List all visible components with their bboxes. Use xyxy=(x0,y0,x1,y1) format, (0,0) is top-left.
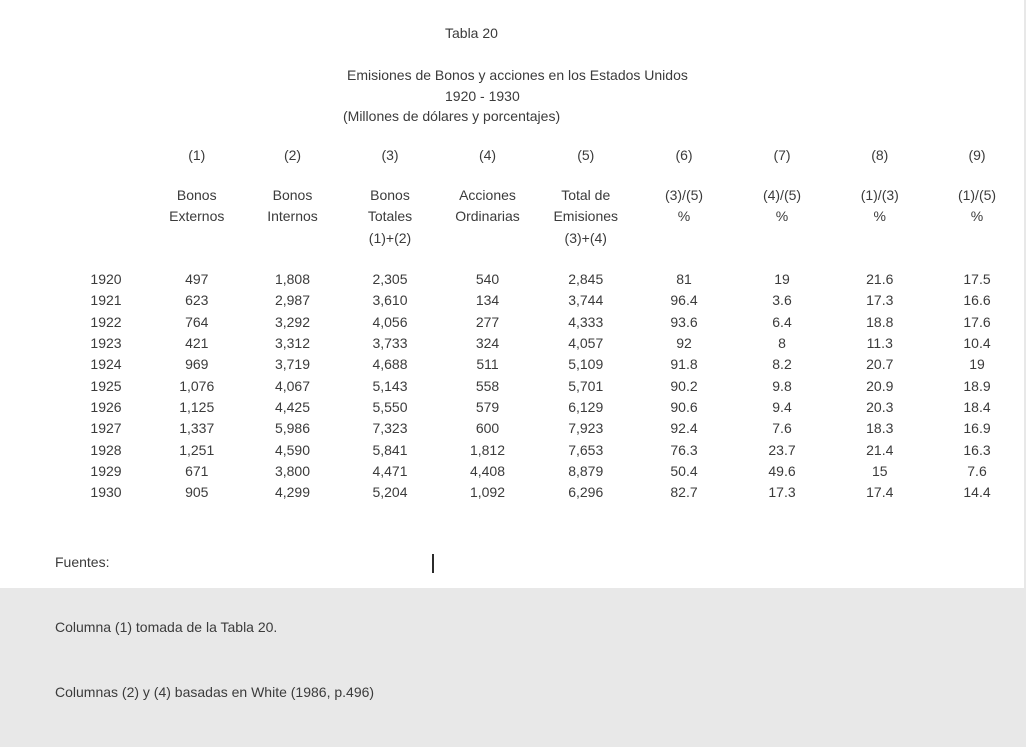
value-cell: 5,143 xyxy=(372,377,408,394)
value-cell: 4,067 xyxy=(274,377,311,394)
value-cell: 905 xyxy=(185,484,209,501)
value-cell: 6,296 xyxy=(568,484,604,501)
value-cell: 4,590 xyxy=(274,441,311,458)
column-header-line: % xyxy=(970,208,984,225)
value-cell: 9.4 xyxy=(772,399,792,416)
column-header-line: (3)+(4) xyxy=(564,229,607,246)
value-cell: 92.4 xyxy=(670,420,698,437)
column-header-line: (3)/(5) xyxy=(664,187,704,203)
value-cell: 558 xyxy=(475,377,500,394)
value-cell: 91.8 xyxy=(670,356,698,373)
column-number: (1) xyxy=(188,147,206,163)
value-cell: 81 xyxy=(676,271,692,287)
column-header xyxy=(244,185,342,249)
column-header-line: Acciones xyxy=(459,187,516,203)
value-cell: 20.9 xyxy=(866,377,894,394)
footnote-line: Columnas (2) y (4) basadas en White (1986, p.496) xyxy=(55,683,375,700)
value-cell: 3,719 xyxy=(274,356,311,373)
column-header-line: % xyxy=(775,208,789,225)
year-cell: 1923 xyxy=(90,335,122,352)
year-cell: 1929 xyxy=(90,463,122,480)
value-cell: 3,312 xyxy=(274,335,311,352)
value-cell: 7.6 xyxy=(967,463,987,480)
value-cell: 20.3 xyxy=(866,399,894,416)
value-cell: 4,056 xyxy=(372,313,408,330)
column-header-line: Ordinarias xyxy=(455,208,520,225)
value-cell: 20.7 xyxy=(866,356,894,373)
value-cell: 5,204 xyxy=(372,484,408,501)
value-cell: 17.3 xyxy=(768,484,796,501)
value-cell: 16.9 xyxy=(963,420,991,437)
value-cell: 16.3 xyxy=(963,441,991,458)
value-cell: 49.6 xyxy=(768,463,796,480)
value-cell: 19 xyxy=(969,356,985,373)
footnotes-label: Fuentes: xyxy=(55,554,110,571)
value-cell: 4,333 xyxy=(568,313,604,330)
value-cell: 6.4 xyxy=(772,313,792,330)
column-number: (8) xyxy=(871,147,889,163)
column-header-line: (4)/(5) xyxy=(762,187,802,203)
value-cell: 600 xyxy=(475,420,500,437)
value-cell: 18.3 xyxy=(866,420,894,437)
value-cell: 579 xyxy=(475,399,500,416)
column-number: (4) xyxy=(478,147,497,163)
value-cell: 511 xyxy=(476,356,499,373)
column-header-line: Bonos xyxy=(272,187,313,203)
column-header-line: Bonos xyxy=(370,187,410,203)
value-cell: 7.6 xyxy=(772,420,792,437)
value-cell: 623 xyxy=(185,292,209,309)
footnotes xyxy=(55,509,374,747)
value-cell: 7,923 xyxy=(568,420,604,437)
value-cell: 3,733 xyxy=(372,335,408,352)
value-cell: 14.4 xyxy=(963,484,991,501)
value-cell: 5,701 xyxy=(568,377,604,394)
year-cell: 1920 xyxy=(90,271,122,287)
column-headers-row xyxy=(62,185,1026,249)
year-cell: 1922 xyxy=(90,313,122,330)
value-cell: 7,653 xyxy=(568,441,604,458)
column-number: (9) xyxy=(968,147,986,163)
column-number: (3) xyxy=(381,147,399,163)
value-cell: 90.2 xyxy=(670,377,698,394)
value-cell: 540 xyxy=(475,271,500,287)
value-cell: 18.9 xyxy=(963,377,991,394)
value-cell: 764 xyxy=(185,313,209,330)
value-cell: 5,109 xyxy=(568,356,604,373)
value-cell: 7,323 xyxy=(372,420,408,437)
value-cell: 93.6 xyxy=(670,313,698,330)
value-cell: 969 xyxy=(185,356,209,373)
value-cell: 4,471 xyxy=(372,463,408,480)
value-cell: 4,057 xyxy=(568,335,604,352)
document-title: Emisiones de Bonos y acciones en los Estados Unidos xyxy=(347,67,688,83)
year-cell: 1921 xyxy=(90,292,122,309)
value-cell: 17.3 xyxy=(866,292,894,309)
value-cell: 90.6 xyxy=(670,399,698,416)
column-header-line: Total de xyxy=(561,187,611,203)
value-cell: 18.4 xyxy=(963,399,991,416)
value-cell: 11.3 xyxy=(866,335,893,352)
column-header xyxy=(537,185,636,249)
value-cell: 76.3 xyxy=(670,441,698,458)
text-cursor xyxy=(432,554,434,573)
value-cell: 4,425 xyxy=(274,399,311,416)
column-header-line: Emisiones xyxy=(553,208,619,225)
value-cell: 16.6 xyxy=(963,292,991,309)
value-cell: 277 xyxy=(475,313,500,330)
value-cell: 1,808 xyxy=(274,271,311,287)
value-cell: 421 xyxy=(185,335,209,352)
column-header-line: (1)+(2) xyxy=(368,229,412,246)
value-cell: 18.8 xyxy=(866,313,894,330)
column-numbers-row xyxy=(62,145,1026,166)
year-column-spacer xyxy=(62,145,150,166)
value-cell: 3,610 xyxy=(372,292,408,309)
value-cell: 324 xyxy=(475,335,500,352)
value-cell: 10.4 xyxy=(963,335,991,352)
value-cell: 1,076 xyxy=(179,377,215,394)
column-header-line: (1)/(5) xyxy=(957,187,997,203)
value-cell: 8 xyxy=(778,335,786,352)
column-header-line: (1)/(3) xyxy=(860,187,899,203)
value-cell: 3,744 xyxy=(568,292,604,309)
year-column-spacer xyxy=(62,185,150,249)
value-cell: 6,129 xyxy=(568,399,604,416)
value-cell: 671 xyxy=(185,463,209,480)
value-cell: 8.2 xyxy=(772,356,792,373)
year-cell: 1928 xyxy=(90,441,122,458)
value-cell: 23.7 xyxy=(768,441,796,458)
value-cell: 17.6 xyxy=(963,313,991,330)
column-number: (5) xyxy=(577,147,595,163)
column-header xyxy=(635,185,733,249)
year-cell: 1926 xyxy=(90,399,122,416)
column-header xyxy=(929,185,1026,249)
column-header-line: % xyxy=(873,208,886,225)
value-cell: 19 xyxy=(774,271,790,287)
value-cell: 92 xyxy=(676,335,692,352)
table-body xyxy=(62,269,1026,504)
year-cell: 1927 xyxy=(90,420,122,437)
year-cell: 1930 xyxy=(90,484,122,501)
value-cell: 1,251 xyxy=(179,441,215,458)
value-cell: 5,550 xyxy=(372,399,408,416)
value-cell: 17.5 xyxy=(963,271,991,287)
value-cell: 8,879 xyxy=(568,463,604,480)
value-cell: 3,292 xyxy=(274,313,311,330)
value-cell: 2,845 xyxy=(568,271,604,287)
value-cell: 21.6 xyxy=(866,271,894,287)
column-header-line: Internos xyxy=(267,208,318,225)
table-label: Tabla 20 xyxy=(445,25,498,41)
value-cell: 1,812 xyxy=(469,441,506,458)
value-cell: 4,688 xyxy=(372,356,408,373)
value-cell: 96.4 xyxy=(670,292,698,309)
column-header xyxy=(150,185,244,249)
value-cell: 50.4 xyxy=(670,463,698,480)
column-header xyxy=(439,185,537,249)
year-cell: 1924 xyxy=(90,356,122,373)
document-subtitle: 1920 - 1930 xyxy=(445,88,520,104)
column-number: (2) xyxy=(283,147,302,163)
value-cell: 3,800 xyxy=(274,463,311,480)
value-cell: 1,092 xyxy=(469,484,506,501)
value-cell: 21.4 xyxy=(866,441,894,458)
value-cell: 2,305 xyxy=(372,271,408,287)
value-cell: 82.7 xyxy=(670,484,698,501)
column-header-line: % xyxy=(677,208,691,225)
value-cell: 1,125 xyxy=(179,399,215,416)
column-header xyxy=(342,185,439,249)
column-header xyxy=(831,185,929,249)
column-header xyxy=(733,185,831,249)
footnote-line: Columna (1) tomada de la Tabla 20. xyxy=(55,618,278,635)
column-header-line: Externos xyxy=(169,208,225,225)
value-cell: 15 xyxy=(871,463,888,480)
value-cell: 4,408 xyxy=(469,463,506,480)
value-cell: 134 xyxy=(475,292,500,309)
column-header-line: Bonos xyxy=(176,187,217,203)
value-cell: 497 xyxy=(185,271,209,287)
value-cell: 5,841 xyxy=(372,441,408,458)
value-cell: 3.6 xyxy=(772,292,792,309)
value-cell: 5,986 xyxy=(274,420,311,437)
column-number: (7) xyxy=(773,147,791,163)
value-cell: 2,987 xyxy=(274,292,311,309)
year-cell: 1925 xyxy=(90,377,122,394)
value-cell: 17.4 xyxy=(866,484,894,501)
value-cell: 1,337 xyxy=(179,420,215,437)
column-number: (6) xyxy=(675,147,693,163)
column-header-line: Totales xyxy=(367,208,413,225)
value-cell: 4,299 xyxy=(274,484,311,501)
value-cell: 9.8 xyxy=(772,377,792,394)
units-note: (Millones de dólares y porcentajes) xyxy=(343,108,561,124)
